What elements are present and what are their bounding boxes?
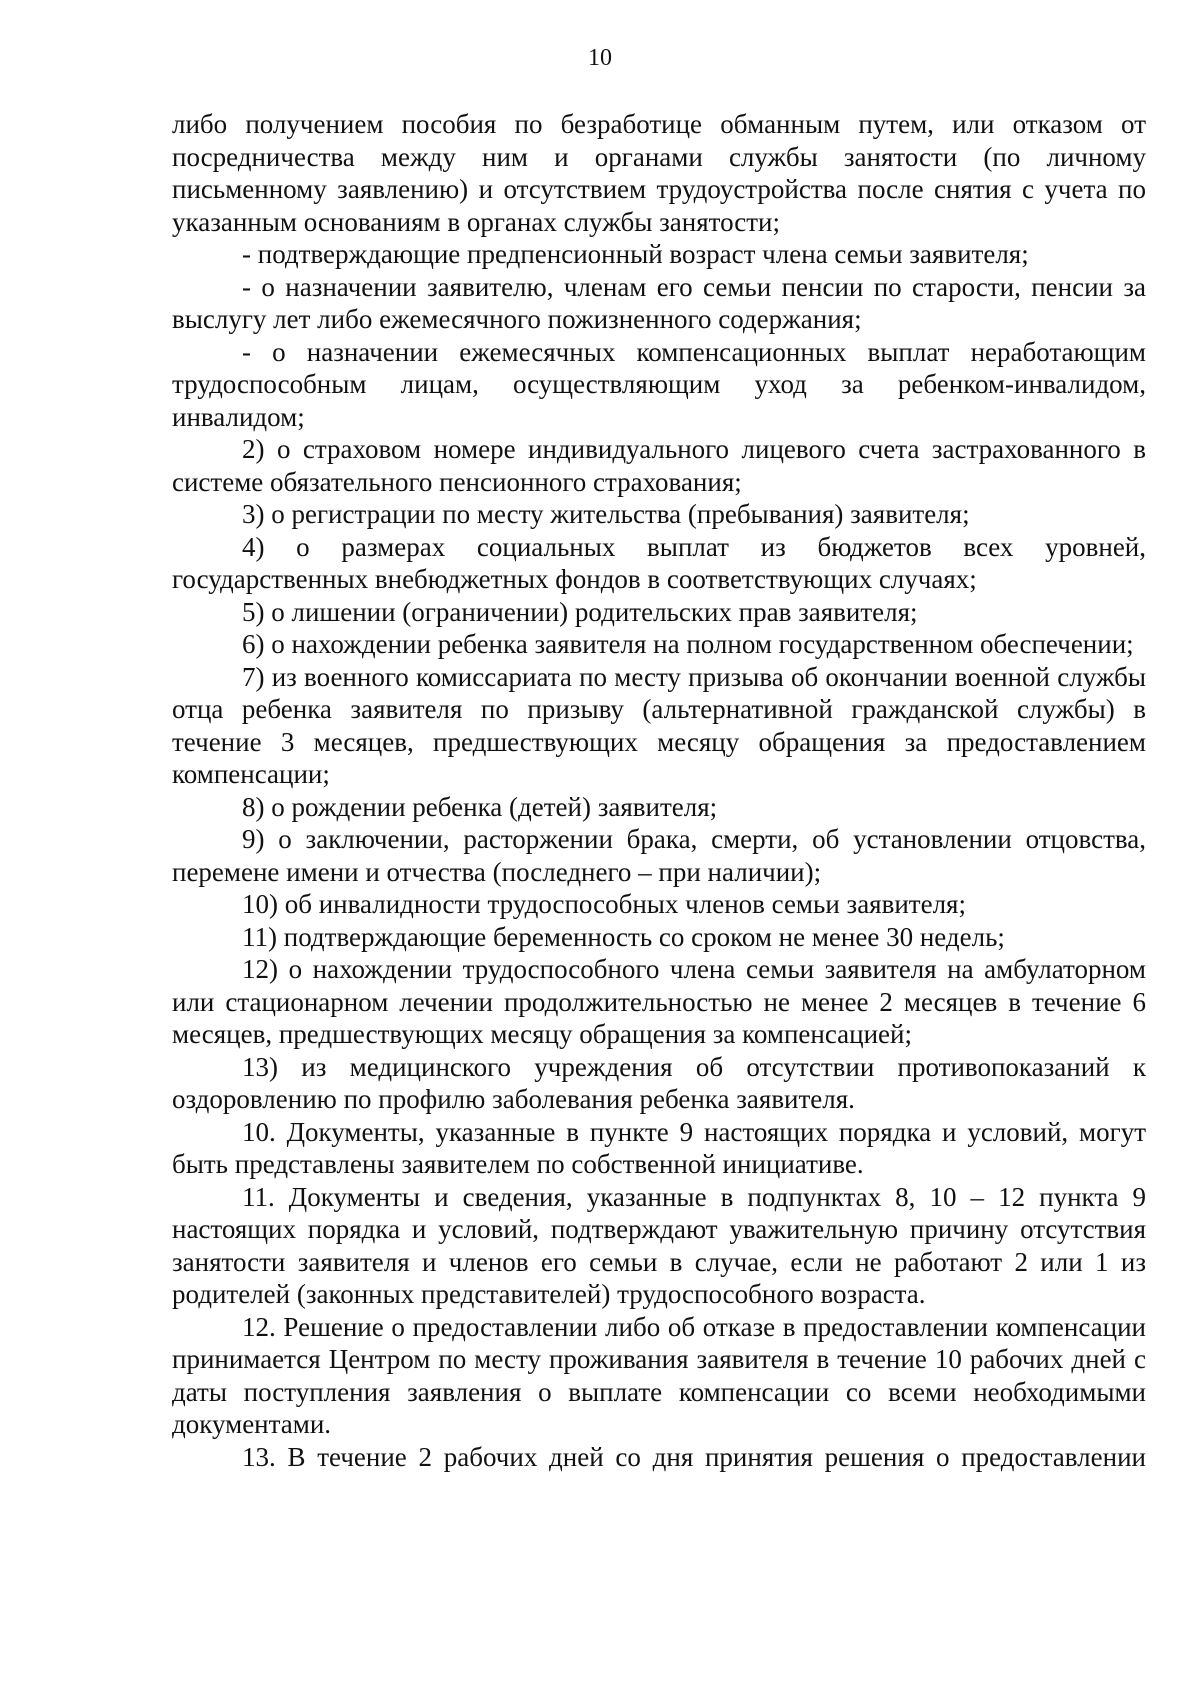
paragraph-item-2: 2) о страховом номере индивидуального лицевого счета застрахованного в системе обязательного пенсионного страхования; [172, 434, 1146, 497]
paragraph-clause-11: 11. Документы и сведения, указанные в подпунктах 8, 10 – 12 пункта 9 настоящих порядка и условий, подтверждают уважительную причину отсутствия занятости заявителя и членов его семьи в случае, если не работают 2 или 1 из родителей (законных представителей) трудоспособного возраста. [172, 1181, 1146, 1309]
paragraph-clause-12: 12. Решение о предоставлении либо об отказе в предоставлении компенсации принимается Центром по месту проживания заявителя в течение 10 рабочих дней с даты поступления заявления о выплате компенсации со всеми необходимыми документами. [172, 1311, 1146, 1439]
paragraph-pension: - о назначении заявителю, членам его семьи пенсии по старости, пенсии за выслугу лет либо ежемесячного пожизненного содержания; [172, 271, 1146, 334]
paragraph-item-8: 8) о рождении ребенка (детей) заявителя; [242, 791, 718, 822]
document-body [172, 108, 1146, 1473]
paragraph-preretire: - подтверждающие предпенсионный возраст члена семьи заявителя; [242, 239, 1029, 269]
paragraph-compensation-care: - о назначении ежемесячных компенсационных выплат неработающим трудоспособным лицам, осуществляющим уход за ребенком-инвалидом, инвалидом; [172, 336, 1146, 432]
paragraph-continuation: либо получением пособия по безработице обманным путем, или отказом от посредничества между ним и органами службы занятости (по личному письменному заявлению) и отсутствием трудоустройства после снятия с учета по указанным основаниям в органах службы занятости; [172, 109, 1146, 237]
page-number: 10 [588, 45, 612, 71]
paragraph-item-12: 12) о нахождении трудоспособного члена семьи заявителя на амбулаторном или стационарном лечении продолжительностью не менее 2 месяцев в течение 6 месяцев, предшествующих месяцу обращения за компенсацией; [172, 954, 1146, 1049]
paragraph-item-9: 9) о заключении, расторжении брака, смерти, об установлении отцовства, перемене имени и отчества (последнего – при наличии); [172, 824, 1146, 887]
paragraph-item-7: 7) из военного комиссариата по месту призыва об окончании военной службы отца ребенка заявителя по призыву (альтернативной гражданской службы) в течение 3 месяцев, предшествующих месяцу обращения за предоставлением компенсации; [172, 661, 1146, 789]
paragraph-item-3: 3) о регистрации по месту жительства (пребывания) заявителя; [242, 499, 970, 529]
paragraph-item-6: 6) о нахождении ребенка заявителя на полном государственном обеспечении; [242, 629, 1134, 659]
paragraph-item-13: 13) из медицинского учреждения об отсутствии противопоказаний к оздоровлению по профилю заболевания ребенка заявителя. [172, 1051, 1146, 1114]
paragraph-item-11: 11) подтверждающие беременность со сроком не менее 30 недель; [242, 921, 1005, 952]
paragraph-clause-13: 13. В течение 2 рабочих дней со дня принятия решения о предоставлении [242, 1441, 1146, 1472]
paragraph-item-4: 4) о размерах социальных выплат из бюджетов всех уровней, государственных внебюджетных фондов в соответствующих случаях; [172, 531, 1146, 594]
paragraph-item-10: 10) об инвалидности трудоспособных членов семьи заявителя; [242, 889, 966, 919]
paragraph-clause-10: 10. Документы, указанные в пункте 9 настоящих порядка и условий, могут быть представлены заявителем по собственной инициативе. [172, 1116, 1146, 1179]
paragraph-item-5: 5) о лишении (ограничении) родительских прав заявителя; [242, 596, 918, 627]
